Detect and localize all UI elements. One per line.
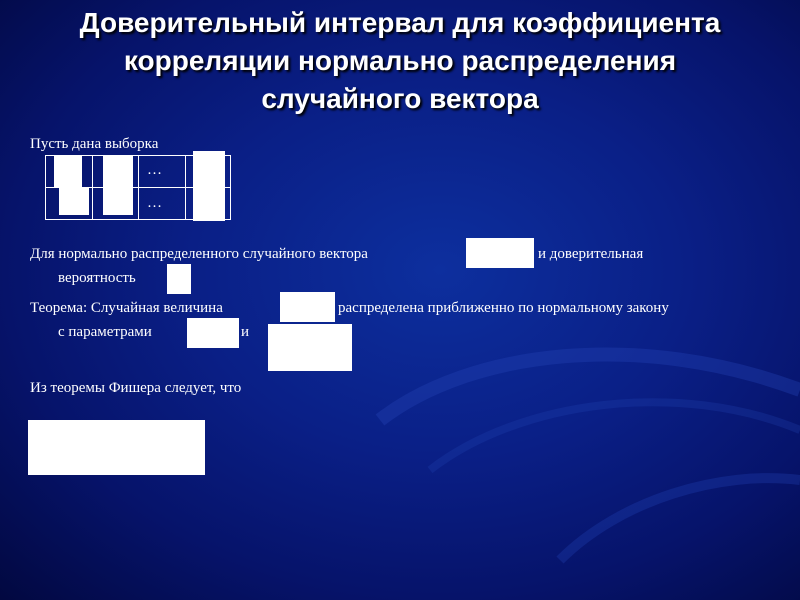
title-line-2: корреляции нормально распределения [123,45,677,76]
paragraph-1-text-a: Для нормально распределенного случайного вектора [30,246,368,262]
paragraph-1-text-b: и доверительная [538,246,644,262]
formula-cell [54,155,82,187]
paragraph-2-text-d: и [241,324,250,340]
paragraph-3-text: Из теоремы Фишера следует, что [30,380,242,396]
title-line-1: Доверительный интервал для коэффициента [79,7,721,38]
table-border-right [230,155,231,220]
table-ellipsis: … [147,162,162,178]
formula-placeholder [268,324,352,371]
table-ellipsis: … [147,195,162,211]
paragraph-2-text-b: распределена приближенно по нормальному закону [338,300,669,316]
formula-placeholder [28,420,205,475]
table-divider-3 [185,155,186,220]
formula-placeholder [466,238,534,268]
title-line-3: случайного вектора [261,83,539,114]
table-divider-2 [138,155,139,220]
formula-cell [103,187,133,215]
formula-cell [193,151,225,187]
sample-label: Пусть дана выборка [30,136,159,152]
table-divider-1 [92,155,93,220]
formula-placeholder [280,292,335,322]
formula-cell [103,155,133,187]
formula-cell [59,187,89,215]
table-border-left [45,155,46,220]
slide-title [20,4,780,118]
paragraph-2-text-c: с параметрами [58,324,152,340]
formula-placeholder [187,318,239,348]
sample-table [45,155,231,220]
formula-placeholder [167,264,191,294]
paragraph-2-text-a: Теорема: Случайная величина [30,300,223,316]
formula-cell [193,187,225,221]
paragraph-1-text-c: вероятность [58,270,136,286]
